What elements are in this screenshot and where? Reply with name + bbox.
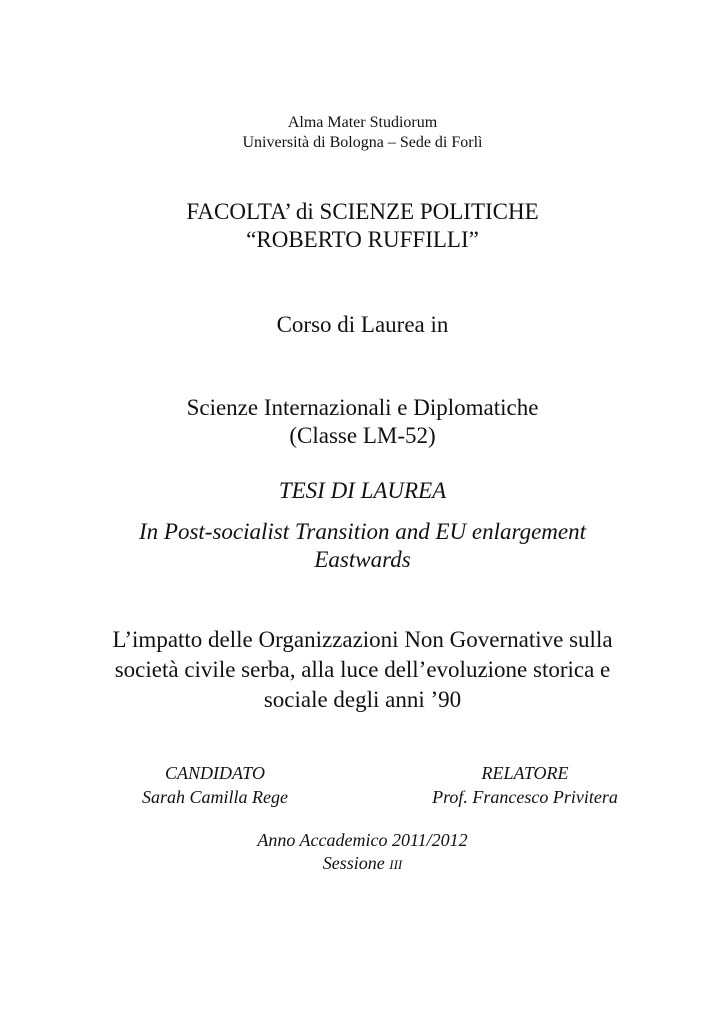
- course-intro: Corso di Laurea in: [276, 312, 449, 337]
- session: [0, 853, 725, 874]
- thesis-subject-line-1: In Post-socialist Transition and EU enlargement: [139, 519, 586, 544]
- university-name: Alma Mater Studiorum: [287, 114, 438, 131]
- thesis-subject-line-2: Eastwards: [314, 547, 411, 572]
- thesis-label: TESI DI LAUREA: [278, 478, 447, 503]
- thesis-title-line-1: L’impatto delle Organizzazioni Non Governative sulla: [112, 627, 613, 652]
- faculty-name: FACOLTA’ di SCIENZE POLITICHE: [186, 199, 539, 224]
- supervisor-name: Prof. Francesco Privitera: [432, 787, 618, 807]
- university-campus: Università di Bologna – Sede di Forlì: [242, 134, 483, 151]
- thesis-title-line-3: sociale degli anni ’90: [263, 687, 462, 712]
- session-number: III: [389, 857, 403, 872]
- candidate-label: CANDIDATO: [164, 763, 265, 783]
- faculty-dedication: “ROBERTO RUFFILLI”: [246, 227, 479, 252]
- course-class: (Classe LM-52): [289, 423, 436, 448]
- thesis-title-line-2: società civile serba, alla luce dell’evoluzione storica e: [114, 657, 611, 682]
- academic-year: Anno Accademico 2011/2012: [257, 830, 468, 850]
- candidate-name: Sarah Camilla Rege: [142, 787, 288, 807]
- supervisor-label: RELATORE: [481, 763, 569, 783]
- course-name: Scienze Internazionali e Diplomatiche: [186, 395, 539, 420]
- session-word: Sessione: [322, 853, 385, 873]
